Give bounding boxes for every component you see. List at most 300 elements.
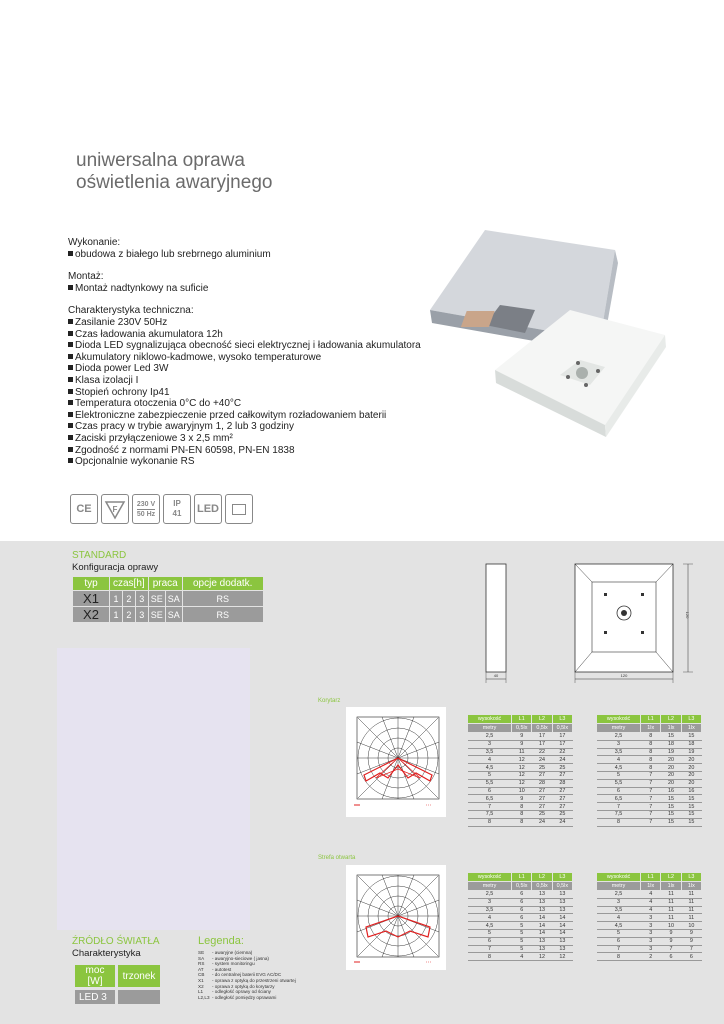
table-row (468, 937, 573, 945)
cell: 2 (641, 953, 661, 961)
spec-item: Zaciski przyłączeniowe 3 x 2,5 mm² (68, 433, 428, 445)
table-subheader: metry (597, 724, 641, 733)
cell: 2,5 (597, 891, 641, 899)
cell: 9 (512, 795, 532, 803)
cell: 6 (512, 898, 532, 906)
cell: 27 (532, 803, 552, 811)
legend-key: L1 (198, 989, 204, 995)
cell: 5 (512, 945, 532, 953)
cell: 14 (532, 914, 552, 922)
cell: 15 (661, 795, 681, 803)
ip-text: IP (173, 499, 181, 508)
cell: 24 (532, 756, 552, 764)
cell: 15 (661, 733, 681, 741)
ip-number-text: 41 (172, 509, 182, 518)
cell: 20 (661, 771, 681, 779)
cell: 20 (661, 764, 681, 772)
cell: 6 (661, 953, 681, 961)
cell: 13 (532, 891, 552, 899)
cell: 15 (681, 733, 701, 741)
table-row (597, 914, 702, 922)
cell: SE (149, 591, 165, 606)
table-row (468, 953, 573, 961)
strefa-polar-diagram (346, 865, 446, 970)
legend-value: - awaryjno-sieciowe ( jasna) (212, 955, 269, 961)
cell: 11 (661, 914, 681, 922)
cell: 6 (597, 787, 641, 795)
cell: 7 (641, 795, 661, 803)
cell: 7 (641, 779, 661, 787)
cell: 4 (597, 756, 641, 764)
cell: 16 (681, 787, 701, 795)
cell: 17 (532, 740, 552, 748)
cell: 14 (552, 922, 572, 930)
table-row (597, 771, 702, 779)
cell: 14 (552, 914, 572, 922)
cell: 10 (661, 922, 681, 930)
cell: 9 (681, 937, 701, 945)
table-subheader: 0,5lx (512, 882, 532, 891)
table-row (468, 818, 573, 826)
cell: 27 (532, 787, 552, 795)
cell: 16 (661, 787, 681, 795)
cell: 11 (512, 748, 532, 756)
spec-item: Opcjonalnie wykonanie RS (68, 456, 428, 468)
col-opcje: opcje dodatk. (183, 577, 263, 590)
cell: 1 (110, 591, 122, 606)
table-row (468, 748, 573, 756)
cell: 8 (641, 740, 661, 748)
cell: 12 (512, 771, 532, 779)
dim-height-label: 120 (685, 611, 690, 619)
cell: 8 (597, 953, 641, 961)
cell: 19 (661, 748, 681, 756)
cell: 8 (468, 818, 512, 826)
table-row (468, 787, 573, 795)
cell: 25 (532, 810, 552, 818)
cell: 7 (661, 945, 681, 953)
wykonanie-heading: Wykonanie: (68, 237, 121, 248)
cell: 20 (661, 779, 681, 787)
legend-key: X2 (198, 983, 204, 989)
voltage-icon (132, 494, 160, 524)
cell: 3,5 (468, 906, 512, 914)
dim-width-label: 120 (620, 673, 628, 678)
cell: 8 (512, 803, 532, 811)
table-row (468, 764, 573, 772)
table-subheader: 1lx (641, 724, 661, 733)
cell: RS (183, 607, 263, 622)
cell: 13 (532, 906, 552, 914)
cell: 11 (661, 906, 681, 914)
cell: 24 (552, 756, 572, 764)
cell: 8 (641, 733, 661, 741)
standard-title: STANDARD (72, 550, 127, 561)
cell: 5 (512, 929, 532, 937)
cell: 4 (641, 906, 661, 914)
table-row (597, 898, 702, 906)
cell: 7 (597, 803, 641, 811)
legend-key: L2,L3 (198, 994, 210, 1000)
cell: 6 (468, 937, 512, 945)
legend-key: CB (198, 972, 205, 978)
cell: 17 (532, 733, 552, 741)
cell: 3 (468, 740, 512, 748)
cell: 6 (597, 937, 641, 945)
cell: 3 (641, 914, 661, 922)
cell: 5 (597, 771, 641, 779)
product-title (76, 150, 272, 194)
spec-item: Temperatura otoczenia 0°C do +40°C (68, 398, 428, 410)
cell: 5 (512, 922, 532, 930)
legend-row (198, 995, 296, 1001)
cell: 22 (532, 748, 552, 756)
table-row (597, 810, 702, 818)
korytarz-table-05lx (467, 714, 573, 827)
cell: 1 (110, 607, 122, 622)
table-row (597, 756, 702, 764)
cell: 15 (681, 795, 701, 803)
cell: 8 (597, 818, 641, 826)
cell: 7 (468, 945, 512, 953)
cell: 11 (681, 906, 701, 914)
table-row (468, 891, 573, 899)
cell: 25 (552, 810, 572, 818)
cell: 3 (641, 929, 661, 937)
cell: 3,5 (597, 906, 641, 914)
table-header: L3 (552, 873, 572, 882)
table-row (468, 922, 573, 930)
cell: 6 (681, 953, 701, 961)
cell: 8 (641, 756, 661, 764)
cell: 20 (681, 779, 701, 787)
cell: 4,5 (468, 764, 512, 772)
table-row (468, 779, 573, 787)
spec-item: Stopień ochrony Ip41 (68, 387, 428, 399)
cell: 9 (661, 937, 681, 945)
ce-text: CE (76, 503, 92, 515)
cell: 10 (512, 787, 532, 795)
cell: 4 (641, 891, 661, 899)
cell: 27 (552, 771, 572, 779)
table-header: L3 (681, 715, 701, 724)
legend-title: Legenda: (198, 935, 244, 947)
col-czas: czas[h] (110, 577, 148, 590)
spec-item: Zgodność z normami PN-EN 60598, PN-EN 1838 (68, 445, 428, 457)
technical-drawing (480, 555, 705, 690)
cell: LED 3 (75, 990, 115, 1004)
cell: 5,5 (597, 779, 641, 787)
table-subheader: 1lx (681, 724, 701, 733)
table-row (597, 748, 702, 756)
source-subtitle: Charakterystyka (72, 948, 141, 959)
spec-item: Czas ładowania akumulatora 12h (68, 329, 428, 341)
table-row (75, 990, 160, 1004)
placeholder-area (57, 648, 250, 930)
table-row (597, 795, 702, 803)
cell: 22 (552, 748, 572, 756)
cell: 25 (552, 764, 572, 772)
cell: X2 (73, 607, 109, 622)
led-text: LED (197, 503, 219, 515)
led-icon (194, 494, 222, 524)
charakterystyka-list (68, 317, 428, 468)
cell: 15 (661, 803, 681, 811)
cell: 3 (136, 591, 148, 606)
table-row (468, 733, 573, 741)
spec-item: Klasa izolacji I (68, 375, 428, 387)
cell: 5 (468, 929, 512, 937)
table-subheader: metry (468, 724, 512, 733)
cell: 27 (552, 803, 572, 811)
table-row (597, 818, 702, 826)
cell: 2 (123, 591, 135, 606)
table-row (597, 740, 702, 748)
montaz-heading: Montaż: (68, 271, 104, 283)
cell: SA (166, 591, 182, 606)
cell: 6 (512, 914, 532, 922)
cell: RS (183, 591, 263, 606)
legend-value: - odległość pomiędzy oprawami (212, 994, 277, 1000)
voltage-text: 230 V (136, 500, 156, 508)
cell: 27 (552, 787, 572, 795)
table-row (73, 591, 263, 606)
cell: 13 (532, 945, 552, 953)
legend-key: X1 (198, 977, 204, 983)
cell: 7,5 (468, 810, 512, 818)
cell: 2,5 (597, 733, 641, 741)
cell: 5 (468, 771, 512, 779)
cell: 12 (512, 756, 532, 764)
triangle-icon (104, 498, 126, 520)
table-subheader: 0,5lx (532, 724, 552, 733)
table-subheader: metry (468, 882, 512, 891)
table-row (73, 607, 263, 622)
table-header: L2 (532, 715, 552, 724)
cell: 3 (641, 922, 661, 930)
cell: 6 (512, 906, 532, 914)
cell: SE (149, 607, 165, 622)
cell: 9 (512, 733, 532, 741)
legend-key: SA (198, 955, 205, 961)
table-subheader: metry (597, 882, 641, 891)
cell: 18 (661, 740, 681, 748)
cell: 17 (552, 740, 572, 748)
table-header: L2 (661, 715, 681, 724)
cell: 11 (681, 914, 701, 922)
cell: 7 (641, 787, 661, 795)
cell: SA (166, 607, 182, 622)
col-trzonek: trzonek (118, 965, 160, 987)
cell: 11 (661, 891, 681, 899)
cell: 5,5 (468, 779, 512, 787)
cell: 7 (641, 810, 661, 818)
f-mark-icon (101, 494, 129, 524)
cell: 7 (597, 945, 641, 953)
cell: 8 (641, 748, 661, 756)
table-header: L2 (661, 873, 681, 882)
cell: 17 (552, 733, 572, 741)
cell: 2,5 (468, 891, 512, 899)
cell (118, 990, 160, 1004)
cell: 28 (552, 779, 572, 787)
cell: 11 (661, 898, 681, 906)
cell: 15 (661, 810, 681, 818)
cell: 14 (532, 929, 552, 937)
legend-value: - oprawa z optyką do przestrzeni otwartej (212, 977, 296, 983)
dim-depth-label: 40 (493, 673, 499, 678)
cell: 12 (532, 953, 552, 961)
table-header: L2 (532, 873, 552, 882)
cell: 7 (681, 945, 701, 953)
table-row (468, 945, 573, 953)
cell: 4 (597, 914, 641, 922)
table-subheader: 0,5lx (532, 882, 552, 891)
table-subheader: 1lx (661, 882, 681, 891)
cell: 6 (512, 891, 532, 899)
legend-key: RS (198, 961, 205, 967)
cell: 6,5 (597, 795, 641, 803)
table-header: L1 (641, 873, 661, 882)
cell: 9 (512, 740, 532, 748)
cell: 5 (597, 929, 641, 937)
table-row (597, 779, 702, 787)
table-row (597, 953, 702, 961)
legend-value: - awaryjne (ciemna) (212, 950, 253, 955)
cell: 13 (552, 906, 572, 914)
legend-value: - system monitoringu (212, 961, 255, 967)
col-typ: typ (73, 577, 109, 590)
cell: 3 (468, 898, 512, 906)
cell: 8 (512, 818, 532, 826)
cell: 3 (597, 740, 641, 748)
table-row (597, 906, 702, 914)
wykonanie-item: obudowa z białego lub srebrnego aluminium (68, 249, 428, 261)
cell: 4 (468, 756, 512, 764)
table-header: L1 (641, 715, 661, 724)
cell: 24 (532, 818, 552, 826)
legend-key: SE (198, 950, 205, 955)
table-subheader: 0,5lx (552, 724, 572, 733)
certification-icons (70, 494, 253, 524)
configuration-table (72, 576, 264, 623)
cell: 15 (681, 803, 701, 811)
table-row (597, 937, 702, 945)
cell: 13 (552, 891, 572, 899)
cell: 11 (681, 898, 701, 906)
cell: 8 (468, 953, 512, 961)
title-line-1: uniwersalna oprawa (76, 150, 245, 171)
korytarz-table-1lx (596, 714, 702, 827)
cell: 12 (512, 779, 532, 787)
svg-text:F: F (112, 505, 118, 514)
source-table (72, 962, 163, 1007)
cell: 15 (681, 810, 701, 818)
cell: 13 (552, 898, 572, 906)
cell: 11 (681, 891, 701, 899)
spec-item: Elektroniczne zabezpieczenie przed całkowitym rozładowaniem baterii (68, 410, 428, 422)
col-moc: moc [W] (75, 965, 115, 987)
cell: 2 (123, 607, 135, 622)
specification-block (68, 237, 428, 468)
spec-item: Akumulatory niklowo-kadmowe, wysoko temperaturowe (68, 352, 428, 364)
table-subheader: 1lx (641, 882, 661, 891)
cell: 9 (681, 929, 701, 937)
cell: 13 (532, 898, 552, 906)
cell: 3,5 (468, 748, 512, 756)
cell: 4 (468, 914, 512, 922)
strefa-table-1lx (596, 872, 702, 961)
cell: 4,5 (468, 922, 512, 930)
cell: 2,5 (468, 733, 512, 741)
table-row (597, 929, 702, 937)
table-row (597, 922, 702, 930)
table-row (597, 891, 702, 899)
table-header: wysokość (597, 873, 641, 882)
table-header: L1 (512, 715, 532, 724)
cell: 25 (532, 764, 552, 772)
table-row (468, 810, 573, 818)
table-row (597, 733, 702, 741)
cell: 4,5 (597, 922, 641, 930)
cell: 20 (681, 771, 701, 779)
table-header: L3 (552, 715, 572, 724)
cell: 27 (532, 795, 552, 803)
cell: X1 (73, 591, 109, 606)
cell: 3 (597, 898, 641, 906)
cell: 24 (552, 818, 572, 826)
cell: 3,5 (597, 748, 641, 756)
cell: 9 (661, 929, 681, 937)
table-subheader: 1lx (681, 882, 701, 891)
cell: 20 (681, 756, 701, 764)
cell: 10 (681, 922, 701, 930)
table-row (468, 906, 573, 914)
montaz-item: Montaż nadtynkowy na suficie (68, 283, 428, 295)
cell: 8 (641, 764, 661, 772)
strefa-label: Strefa otwarta (318, 855, 356, 861)
table-subheader: 0,5lx (552, 882, 572, 891)
cell: 3 (136, 607, 148, 622)
table-header: wysokość (468, 873, 512, 882)
cell: 20 (661, 756, 681, 764)
cell: 27 (532, 771, 552, 779)
cell: 19 (681, 748, 701, 756)
table-row (597, 945, 702, 953)
cell: 4 (641, 898, 661, 906)
cell: 28 (532, 779, 552, 787)
cell: 4,5 (597, 764, 641, 772)
cell: 6,5 (468, 795, 512, 803)
table-header: L3 (681, 873, 701, 882)
cell: 13 (552, 945, 572, 953)
source-title: ŹRÓDŁO ŚWIATŁA (72, 936, 160, 947)
table-row (468, 756, 573, 764)
class-icon (225, 494, 253, 524)
cell: 15 (681, 818, 701, 826)
product-image (420, 225, 670, 465)
cell: 12 (552, 953, 572, 961)
cell: 7 (641, 818, 661, 826)
table-row (468, 803, 573, 811)
cell: 3 (641, 945, 661, 953)
col-praca: praca (149, 577, 182, 590)
strefa-table-05lx (467, 872, 573, 961)
cell: 13 (552, 937, 572, 945)
table-row (468, 740, 573, 748)
cell: 27 (552, 795, 572, 803)
cell: 7 (641, 771, 661, 779)
